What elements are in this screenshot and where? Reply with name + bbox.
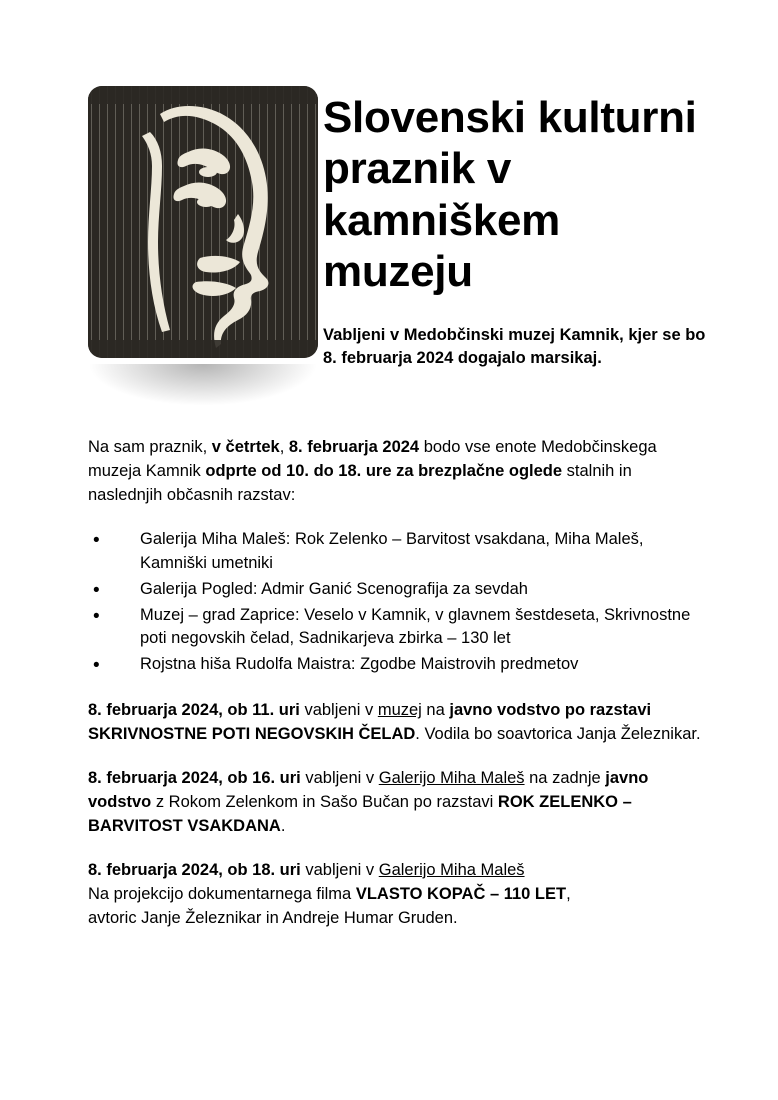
spacer	[88, 679, 704, 699]
list-item-label: Rojstna hiša Rudolfa Maistra: Zgodbe Maistrovih predmetov	[140, 655, 579, 674]
intro-text-7: stalnih in naslednjih občasnih razstav:	[88, 461, 632, 504]
list-item-label: Muzej – grad Zaprice: Veselo v Kamnik, v glavnem šestdeseta, Skrivnostne poti negovskih čelad, Sadnikarjeva zbirka – 130 let	[140, 605, 691, 648]
event-3-text-1: vabljeni v	[300, 860, 379, 879]
event-1-link[interactable]: muzej	[377, 701, 422, 720]
list-item	[88, 653, 704, 677]
spacer	[88, 508, 704, 528]
intro-text-5: bodo vse enote Medobčinskega muzeja Kamnik	[88, 438, 657, 480]
intro-paragraph	[88, 436, 704, 508]
event-3-text-3: ,	[566, 884, 571, 903]
portrait-face-shape	[88, 86, 318, 358]
event-2-datetime: 8. februarja 2024, ob 16. uri	[88, 769, 301, 788]
list-item	[88, 578, 704, 602]
poster-subtitle: Vabljeni v Medobčinski muzej Kamnik, kjer se bo 8. februarja 2024 dogajalo marsikaj.	[323, 325, 706, 368]
intro-text-4: 8. februarja 2024	[288, 438, 420, 456]
list-item	[88, 528, 704, 576]
event-2-link[interactable]: Galerijo Miha Maleš	[378, 769, 525, 788]
portrait-block	[88, 86, 323, 406]
intro-text-6: odprte od 10. do 18. ure za brezplačne oglede	[205, 461, 563, 480]
intro-text-3: ,	[279, 438, 289, 456]
intro-text-1: Na sam praznik,	[88, 438, 212, 456]
spacer	[88, 839, 704, 859]
event-3-film-title: VLASTO KOPAČ – 110 LET	[355, 884, 567, 903]
event-2-tail: .	[280, 816, 286, 835]
spacer	[88, 747, 704, 767]
event-paragraph-2	[88, 767, 704, 839]
title-column	[323, 86, 778, 371]
event-3-text-4: avtoric Janje Železnikar in Andreje Humar Gruden.	[88, 908, 458, 927]
event-2-text-1: vabljeni v	[300, 769, 379, 788]
event-2-text-2: na zadnje	[524, 769, 606, 788]
event-paragraph-1	[88, 699, 704, 747]
event-3-text-2: Na projekcijo dokumentarnega filma	[88, 884, 356, 903]
page-title: Slovenski kulturni praznik v kamniškem muzeju	[323, 93, 697, 297]
event-1-text-2: na	[421, 701, 450, 720]
event-1-text-1: vabljeni v	[299, 701, 378, 720]
poster-header	[0, 0, 778, 406]
event-3-link[interactable]: Galerijo Miha Maleš	[378, 860, 525, 879]
intro-text-2: v četrtek	[211, 438, 280, 456]
portrait-reflection	[88, 364, 318, 406]
list-item-label: Galerija Pogled: Admir Ganić Scenografija za sevdah	[140, 579, 528, 598]
event-1-datetime: 8. februarja 2024, ob 11. uri	[88, 701, 300, 720]
event-2-text-3: z Rokom Zelenkom in Sašo Bučan po razstavi	[151, 793, 498, 812]
event-2-strong-1: javno vodstvo	[88, 769, 649, 812]
event-3-datetime: 8. februarja 2024, ob 18. uri	[88, 860, 301, 879]
list-item	[88, 604, 704, 652]
exhibitions-list	[88, 528, 704, 678]
list-item-label: Galerija Miha Maleš: Rok Zelenko – Barvitost vsakdana, Miha Maleš, Kamniški umetniki	[140, 529, 644, 572]
event-1-strong: javno vodstvo po razstavi SKRIVNOSTNE POTI NEGOVSKIH ČELAD	[88, 701, 652, 744]
event-paragraph-3	[88, 859, 704, 931]
event-1-tail: . Vodila bo soavtorica Janja Železnikar.	[415, 725, 701, 744]
portrait-linocut-icon	[88, 86, 318, 358]
poster-body	[0, 406, 778, 931]
event-2-strong-2: ROK ZELENKO – BARVITOST VSAKDANA	[88, 793, 632, 835]
